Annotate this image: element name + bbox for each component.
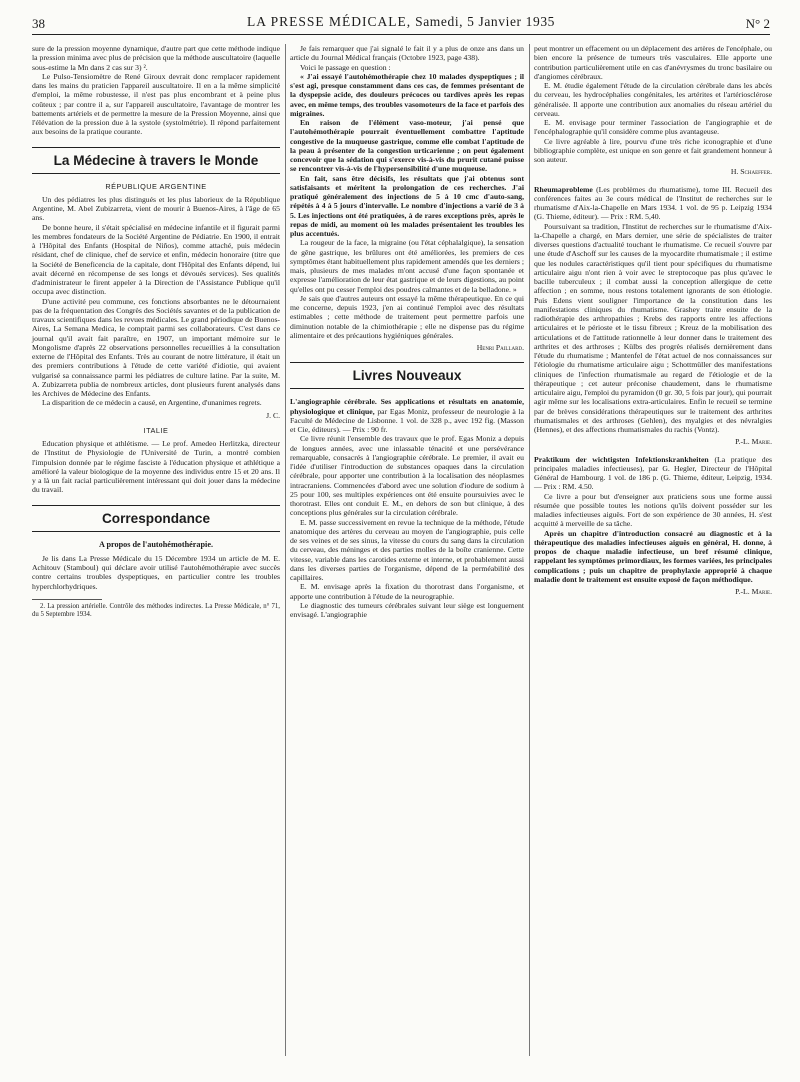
- book-entry: [534, 455, 772, 492]
- paragraph: Voici le passage en question :: [300, 62, 391, 72]
- article-heading: A propos de l'autohémothérapie.: [98, 539, 214, 549]
- running-title: [32, 14, 770, 30]
- paragraph: E. M. envisage pour terminer l'association de l'angiographie et de l'encéphalographie qu'il considère comme plus avantageuse.: [534, 118, 772, 137]
- column-divider: [285, 44, 286, 1056]
- section-title: Livres Nouveaux: [290, 362, 524, 389]
- section-title: La Médecine à travers le Monde: [32, 147, 280, 174]
- signature: H. Schaeffer.: [730, 167, 772, 177]
- signature: J. C.: [266, 410, 280, 420]
- page-header: [32, 12, 770, 35]
- book-details: par Egas Moniz, professeur de neurologie à la Faculté de Médecine de Lisbonne. 1 vol. de 328 p., avec 192 fig. (Masson et Cie, éditeurs). — Prix : 90 fr.: [290, 406, 524, 434]
- paragraph: Je fais remarquer que j'ai signalé le fait il y a plus de onze ans dans un article du Journal Médical français (Octobre 1923, page 438).: [290, 44, 524, 63]
- country-heading: ITALIE: [143, 425, 169, 435]
- book-details: (La pratique des principales maladies infectieuses), par G. Hegler, Directeur de l'Hôpital Général de Hambourg. 1 vol. de 186 p. (G. Thieme, éditeur, Leipzig, 1934. — Prix : RM. 4.50.: [534, 454, 773, 492]
- column-2: [290, 44, 524, 619]
- book-title: L'angiographie cérébrale. Ses applications et résultats en anatomie, physiologique et clinique,: [290, 397, 524, 416]
- paragraph: peut montrer un effacement ou un déplacement des artères de l'encéphale, ou bien encore la présence de tumeurs très vasculaires. Elle apporte une contribution particulièrement utile en cas d'anévrysmes du tronc basilaire ou d'angiomes cérébraux.: [534, 44, 772, 81]
- paragraph: D'une activité peu commune, ces fonctions absorbantes ne le détournaient pas de la fréquentation des Congrès des Sociétés savantes et de la publication de travaux scientifiques dans les revues médicales. Le grand périodique de Buenos-Aires, La Semana Medica, le comptait parmi ses collaborateurs. C'est dans ce journal qu'il avait fait paraître, en 1907, un important mémoire sur le Mongolisme d'après 22 observations personnelles recueillies à la consultation externe de l'Hôpital des Enfants. Très au courant de notre littérature, il était un des premiers contributions à l'étude de cette variété d'idiotie, qui avaient vulgarisé sa connaissance parmi les pédiatres de culture latine. Par la suite, M. A. Zubizarreta publia de nombreux articles, dont plusieurs furent analysés dans les Archives de Médecine des Enfants.: [32, 296, 280, 398]
- paragraph: Education physique et athlétisme. — Le prof. Amedeo Herlitzka, directeur de l'Institut de Physiologie de l'Université de Turin, a montré combien l'impulsion donnée par le régime fasciste à l'éducation physique et athlétique a amélioré la valeur biologique de la moyenne des individus entre 15 et 20 ans. Il y a là un fait racial particulièrement intéressant qui doit jouer dans la médecine du travail.: [32, 439, 280, 495]
- section-title: Correspondance: [32, 505, 280, 532]
- signature: P.-L. Marie.: [735, 437, 772, 447]
- issue-date: Samedi, 5 Janvier 1935: [415, 14, 556, 29]
- paragraph: E. M. envisage après la fixation du thorotrast dans l'organisme, et apporte une contribution à l'étude de la neurographie.: [290, 582, 524, 601]
- paragraph: Après un chapitre d'introduction consacré au diagnostic et à la thérapeutique des maladies infectieuses aiguës en général, H. donne, à propos de chaque maladie infectieuse, un bref résumé clinique, rappelant les symptômes primordiaux, les formes variées, les principales complications ; puis un chapitre de prophylaxie approprié à chaque maladie dont le traitement est ensuite exposé de façon méthodique.: [534, 528, 772, 584]
- quoted-paragraph: En raison de l'élément vaso-moteur, j'ai pensé que l'autohémothérapie pourrait éventuellement combattre l'aptitude congestive de la muqueuse gastrique, comme elle combat l'aptitude de la peau à présenter de la congestion urticarienne ; on peut également concevoir que la sédation qui s'exerce vis-à-vis du prurit cutané puisse se rencontrer vis-à-vis de l'hypersensibilité d'une muqueuse.: [290, 118, 524, 174]
- paragraph: Je lis dans La Presse Médicale du 15 Décembre 1934 un article de M. E. Achitouv (Stamboul) qui déclare avoir utilisé l'autohémothérapie avec succès contre certains troubles dyspeptiques, en particulier contre les troubles hyperchlorhydriques.: [32, 553, 280, 591]
- paragraph: Le Pulso-Tensiomètre de René Giroux devrait donc remplacer rapidement dans les mains du praticien l'appareil auscultatoire. Il en a la même simplicité d'emploi, la même robustesse, il n'est pas plus encombrant et à peine plus coûteux ; par contre il a, sur l'appareil auscultatoire, l'avantage de montrer les battements artériels et de permettre la mesure de la Pression Moyenne, ainsi que l'élévation de la pression due à la systole (systolmétrie). Il répond parfaitement aux besoins de la pratique courante.: [32, 71, 280, 137]
- paragraph: Ce livre agréable à lire, pourvu d'une très riche iconographie et d'une bibliographie complète, est unique en son genre et fait grandement honneur à son auteur.: [534, 136, 772, 164]
- book-entry: [290, 397, 524, 434]
- paragraph: E. M. étudie également l'étude de la circulation cérébrale dans les abcès du cerveau, les hydrocéphalies congénitales, les artérites et l'artériosclérose généralisée. Il apporte une contribution aux anomalies du réseau artériel du cerveau.: [534, 81, 772, 118]
- quoted-paragraph: « J'ai essayé l'autohémothérapie chez 10 malades dyspeptiques ; il s'est agi, presque constamment dans ces cas, de femmes présentant de la dyspepsie acide, des douleurs précoces ou tardives après les repas avec, en même temps, des troubles vasomoteurs de la face et parfois des migraines.: [290, 71, 524, 118]
- paragraph: sure de la pression moyenne dynamique, d'autre part que cette méthode indique la pression minima avec plus de précision que la méthode auscultatoire (laquelle sous-estime la Mn dans 2 cas sur 3) ².: [32, 44, 280, 72]
- paragraph: E. M. passe successivement en revue la technique de la méthode, l'étude anatomique des artères du cerveau au moyen de l'angiographie, puis celle de ses veines et de ses sinus, la vitesse du cours du sang dans la circulation du cerveau, des méninges et des parties molles de la boîte cranienne. Cette vitesse, variable dans les carotides externe et interne, et probablement aussi dans les diverses parties de l'organisme, dépend de la perméabilité des capillaires.: [290, 517, 524, 582]
- signature: Henri Paillard.: [476, 343, 524, 352]
- paragraph: Un des pédiatres les plus distingués et les plus laborieux de la République Argentine, M. Abel Zubizarreta, vient de mourir à Buenos-Aires, à l'âge de 65 ans.: [32, 194, 280, 223]
- country-heading: RÉPUBLIQUE ARGENTINE: [105, 181, 207, 191]
- footnote-rule: [32, 599, 102, 600]
- column-1: [32, 44, 280, 619]
- paragraph: Ce livre réunit l'ensemble des travaux que le prof. Egas Moniz a depuis de longues années, avec une inlassable ténacité et une persévérance remarquable, consacrés à l'angiographie cérébrale. Le premier, il avait eu l'idée d'utiliser l'introduction de substances opaques dans la circulation cérébrale, pour apporter une contribution à la localisation des néoplasmes intracraniens. Commencées d'abord avec une solution d'iodure de sodium à 25 pour 100, ses multiples expériences ont été ensuite poursuivies avec le thorotrast. Elles ont conduit E. M., en dehors de son but clinique, à des conceptions plus générales sur la circulation cérébrale.: [290, 434, 524, 518]
- footnote: 2. La pression artérielle. Contrôle des méthodes indirectes. La Presse Médicale, n° 71, du 5 Septembre 1934.: [32, 602, 280, 618]
- column-divider: [529, 44, 530, 1056]
- paragraph: Poursuivant sa tradition, l'Institut de recherches sur le rhumatisme d'Aix-la-Chapelle a chargé, en Mars dernier, une série de spécialistes de traiter diverses questions d'actualité touchant le rhumatisme. Ce recueil s'ouvre par une étude d'Aschoff sur les causes de la myocardite rhumatismale ; il estime que les nodules caractéristiques qu'il tient pour spécifiques du rhumatisme articulaire aigu n'ont rien à voir avec le streptocoque pas plus qu'avec le bacille tuberculeux ; il combat aussi la conception allergique de cette affection ; en somme, nous restons totalement ignorants de son étiologie. Puis Edens vient souligner l'importance de la constitution dans les manifestations cliniques du rhumatisme. Grashey traite ensuite de la radiothérapie des arthropathies ; Krebs des rapports entre les affections articulaires et le périoste et le tissu fibreux ; Kreuz de la mobilisation des articulations et de l'attitude rationnelle à leur donner dans le traitement des arthrites et des arthroses ; Külbs des progrès réalisés dernièrement dans l'étude du rhumatisme ; Mantenfel de l'état actuel de nos connaissances sur l'étiologie du rhumatisme articulaire aigu ; Schottmüller des manifestations cliniques de l'infection rhumatismale au regard de l'étiologie et de la thérapeutique ; cet auteur préconise chaudement, dans le rhumatisme articulaire aigu, l'emploi du pyramidon (0 gr. 30, 5 fois par jour), qui pourrait agir même sur les localisations extra-articulaires. Enfin le recueil se termine par de brèves considérations thérapeutiques sur le traitement des arthrites rhumatismales et des arthroses (Gehlen), des myalgies et des névralgies (Hennes), et des affections rhumatismales du rachis (Vontz).: [534, 221, 772, 434]
- book-entry: [534, 185, 772, 222]
- journal-name: LA PRESSE MÉDICALE,: [246, 14, 412, 29]
- page-number: 38: [32, 16, 45, 31]
- paragraph: Ce livre a pour but d'enseigner aux praticiens sous une forme aussi résumée que possible toutes les notions qu'ils doivent posséder sur les maladies infectieuses aiguës. Fort de son expérience de 30 années, H. s'est acquitté à merveille de sa tâche.: [534, 491, 772, 529]
- signature: P.-L. Marie.: [735, 587, 772, 596]
- quoted-paragraph: En fait, sans être décisifs, les résultats que j'ai obtenus sont satisfaisants et méritent la prolongation de ces recherches. J'ai pratiqué généralement des injections de 5 à 10 cmc d'auto-sang, répétés à 4 à 5 jours d'intervalle. Le nombre d'injections a varié de 3 à 5. Les injections ont été pratiquées, à de rares exceptions près, après le repas de midi, au moment où les malades présentaient les troubles les plus accentués.: [290, 173, 524, 238]
- paragraph: De bonne heure, il s'était spécialisé en médecine infantile et il figurait parmi les membres fondateurs de la Société Argentine de Pédiatrie. En 1900, il entrait à l'Hôpital des Enfants (Hospital de Niños), comme attaché, puis médecin résidant, chef de clinique, chef de service et enfin, médecin honoraire (titre que la Société de Beneficencia de la capitale, dont l'Hôpital des Enfants dépend, lui avait décerné en récompense de ses longs et dévoués services). Ses qualités d'administrateur le firent appeler à la Direction de l'Assistance Publique qu'il occupa avec distinction.: [32, 222, 280, 297]
- paragraph: Le diagnostic des tumeurs cérébrales suivant leur siège est longuement envisagé. L'angiographie: [290, 600, 524, 619]
- quoted-paragraph: La rougeur de la face, la migraine (ou l'état céphalalgique), la sensation de gêne gastrique, les brûlures ont été améliorées, les premiers de ces symptômes étant habituellement plus rapidement amendés que les derniers ; mais, plusieurs de mes malades m'ont accusé d'une façon spontanée et expresse l'amélioration de leur état gastrique et de leurs digestions, au point qu'elles ont pu cesser l'emploi des poudres calmantes et de la belladone. »: [290, 238, 524, 294]
- book-details: (Les problèmes du rhumatisme), tome III. Recueil des conférences faites au 3e cours médical de l'Institut de recherches sur le rhumatisme d'Aix-la-Chapelle en Mars 1934. 1 vol. de 95 p. Leipzig 1934 (G. Thieme, éditeur). — Prix : RM. 5,40.: [534, 184, 772, 222]
- column-3: [534, 44, 772, 602]
- paragraph: Je sais que d'autres auteurs ont essayé la même thérapeutique. En ce qui me concerne, depuis 1923, j'en ai continué l'emploi avec des résultats estimables ; cette méthode de traitement peut permettre parfois une diminution notable de la chimiothérapie ; elle ne dispense pas du régime alimentaire et des précautions hygiéniques générales.: [290, 293, 524, 340]
- paragraph: La disparition de ce médecin a causé, en Argentine, d'unanimes regrets.: [42, 398, 262, 408]
- book-title: Rheumaprobleme: [534, 184, 593, 194]
- book-title: Praktikum der wichtigsten Infektionskrankheiten: [534, 454, 709, 464]
- issue-number: N° 2: [745, 16, 770, 31]
